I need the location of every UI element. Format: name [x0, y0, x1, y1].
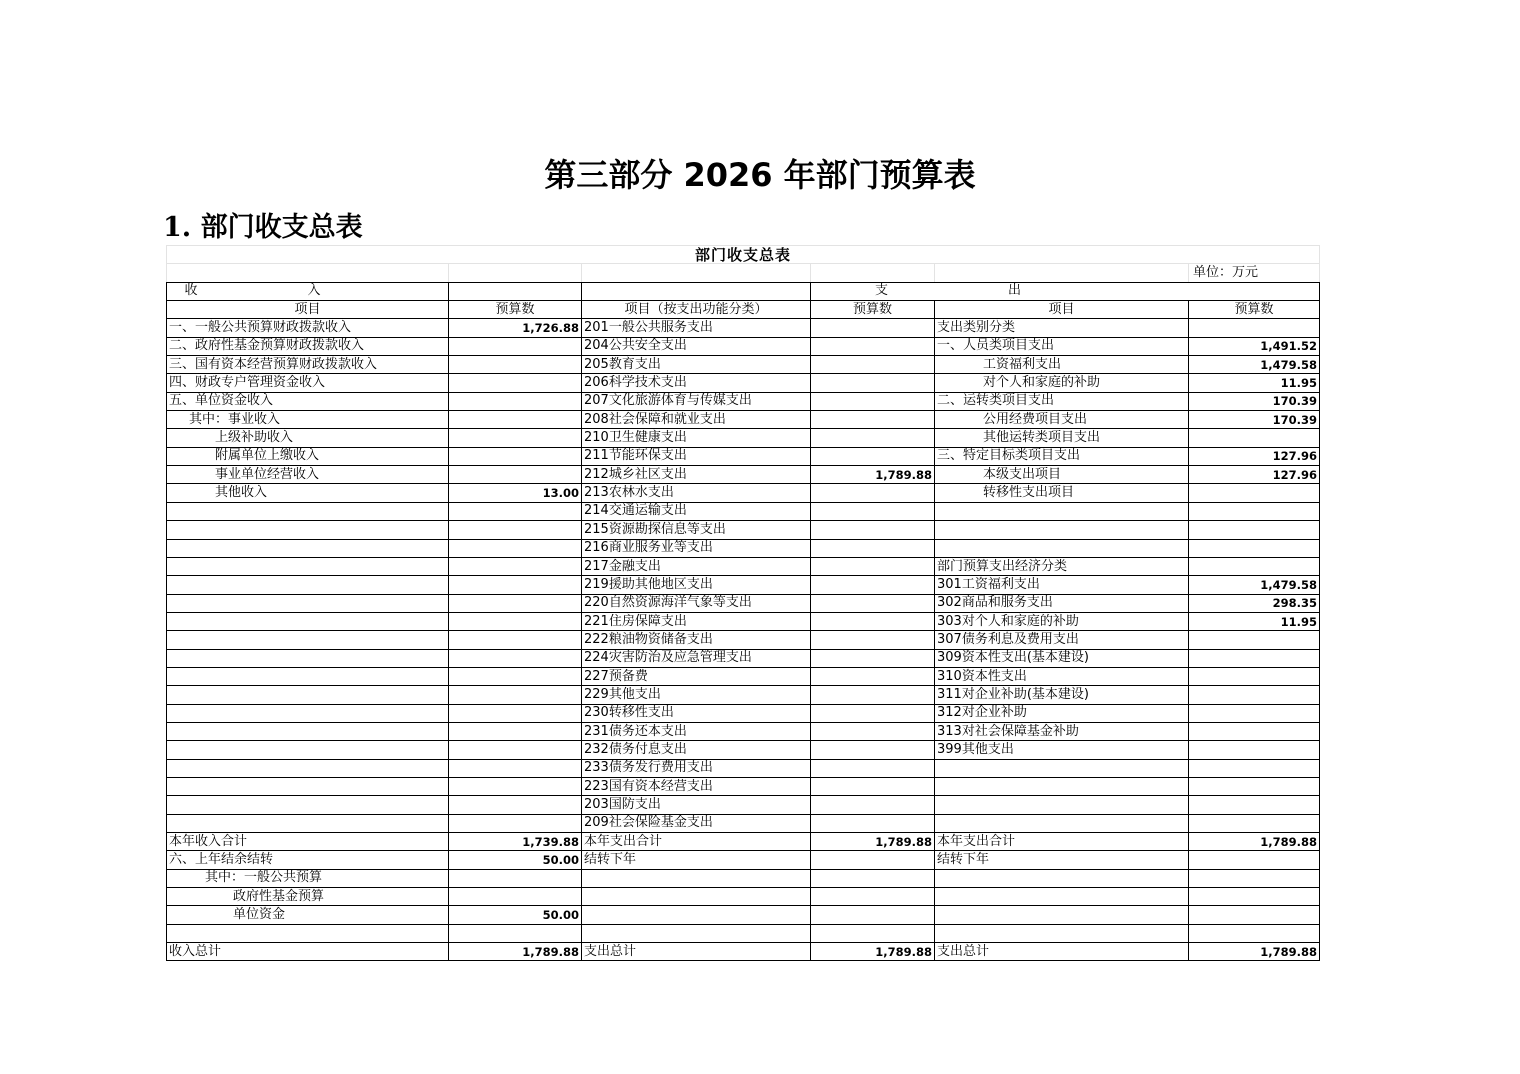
item-cell: [935, 888, 1189, 906]
table-row: [167, 447, 1320, 465]
item-cell: [582, 924, 811, 942]
amount-cell: [1189, 814, 1320, 832]
amount-cell: [449, 466, 582, 484]
item-cell: 211节能环保支出: [582, 447, 811, 465]
item-cell: [167, 649, 449, 667]
amount-cell: [811, 392, 935, 410]
amount-cell: [1189, 888, 1320, 906]
amount-cell: [811, 869, 935, 887]
item-cell: 233债务发行费用支出: [582, 759, 811, 777]
item-cell: [167, 667, 449, 685]
amount-cell: [1189, 539, 1320, 557]
item-cell: 206科学技术支出: [582, 374, 811, 392]
amount-cell: [811, 484, 935, 502]
table-row: [167, 667, 1320, 685]
item-cell: [935, 924, 1189, 942]
amount-cell: [1189, 869, 1320, 887]
item-cell: 结转下年: [582, 851, 811, 869]
amount-cell: 1,479.58: [1189, 576, 1320, 594]
item-cell: [167, 814, 449, 832]
item-cell: 210卫生健康支出: [582, 429, 811, 447]
table-row: [167, 631, 1320, 649]
amount-cell: [1189, 557, 1320, 575]
item-cell: 310资本性支出: [935, 667, 1189, 685]
amount-cell: 170.39: [1189, 411, 1320, 429]
amount-cell: 127.96: [1189, 466, 1320, 484]
amount-cell: [1189, 704, 1320, 722]
item-cell: 三、国有资本经营预算财政拨款收入: [167, 356, 449, 374]
item-cell: 220自然资源海洋气象等支出: [582, 594, 811, 612]
amount-cell: [1189, 667, 1320, 685]
item-cell: 结转下年: [935, 851, 1189, 869]
column-header: 预算数: [1189, 301, 1320, 319]
amount-cell: [811, 319, 935, 337]
amount-cell: [811, 594, 935, 612]
table-row: [167, 374, 1320, 392]
table-row: [167, 869, 1320, 887]
item-cell: [935, 759, 1189, 777]
item-cell: 222粮油物资储备支出: [582, 631, 811, 649]
amount-cell: 11.95: [1189, 612, 1320, 630]
column-header: 项目: [935, 301, 1189, 319]
amount-cell: 50.00: [449, 906, 582, 924]
amount-cell: [811, 741, 935, 759]
item-cell: [167, 612, 449, 630]
item-cell: [167, 722, 449, 740]
amount-cell: [449, 411, 582, 429]
item-cell: [935, 906, 1189, 924]
item-cell: 三、特定目标类项目支出: [935, 447, 1189, 465]
amount-cell: [811, 851, 935, 869]
item-cell: [167, 631, 449, 649]
amount-cell: [449, 337, 582, 355]
amount-cell: [811, 539, 935, 557]
item-cell: 221住房保障支出: [582, 612, 811, 630]
amount-cell: [1189, 429, 1320, 447]
amount-cell: 1,789.88: [811, 833, 935, 851]
table-row: [167, 539, 1320, 557]
budget-summary-table: [166, 245, 1320, 961]
item-cell: [167, 502, 449, 520]
column-header: 项目（按支出功能分类）: [582, 301, 811, 319]
table-row: [167, 649, 1320, 667]
table-row: [167, 557, 1320, 575]
amount-cell: [811, 337, 935, 355]
amount-cell: [449, 796, 582, 814]
item-cell: 附属单位上缴收入: [167, 447, 449, 465]
item-cell: 公用经费项目支出: [935, 411, 1189, 429]
item-cell: [935, 777, 1189, 795]
amount-cell: [811, 814, 935, 832]
item-cell: 313对社会保障基金补助: [935, 722, 1189, 740]
item-cell: 对个人和家庭的补助: [935, 374, 1189, 392]
amount-cell: [449, 924, 582, 942]
item-cell: 本级支出项目: [935, 466, 1189, 484]
column-header: 项目: [167, 301, 449, 319]
amount-cell: 1,739.88: [449, 833, 582, 851]
amount-cell: [1189, 649, 1320, 667]
table-row: [167, 906, 1320, 924]
item-cell: [167, 741, 449, 759]
amount-cell: [811, 502, 935, 520]
table-row: [167, 722, 1320, 740]
item-cell: [935, 869, 1189, 887]
item-cell: [167, 777, 449, 795]
item-cell: 311对企业补助(基本建设): [935, 686, 1189, 704]
amount-cell: [449, 392, 582, 410]
item-cell: 一、一般公共预算财政拨款收入: [167, 319, 449, 337]
amount-cell: [449, 539, 582, 557]
amount-cell: [811, 374, 935, 392]
amount-cell: [811, 777, 935, 795]
amount-cell: [449, 576, 582, 594]
item-cell: 支出总计: [935, 943, 1189, 961]
amount-cell: [449, 374, 582, 392]
item-cell: 307债务利息及费用支出: [935, 631, 1189, 649]
item-cell: 工资福利支出: [935, 356, 1189, 374]
table-row: [167, 796, 1320, 814]
amount-cell: [1189, 796, 1320, 814]
item-cell: [167, 704, 449, 722]
amount-cell: 50.00: [449, 851, 582, 869]
amount-cell: [1189, 319, 1320, 337]
amount-cell: 170.39: [1189, 392, 1320, 410]
column-header: 预算数: [811, 301, 935, 319]
item-cell: 208社会保障和就业支出: [582, 411, 811, 429]
table-row: [167, 466, 1320, 484]
table-row: [167, 777, 1320, 795]
item-cell: 216商业服务业等支出: [582, 539, 811, 557]
item-cell: 其他运转类项目支出: [935, 429, 1189, 447]
item-cell: 231债务还本支出: [582, 722, 811, 740]
item-cell: 支出总计: [582, 943, 811, 961]
amount-cell: [1189, 502, 1320, 520]
item-cell: 232债务付息支出: [582, 741, 811, 759]
income-group-header: 收入: [167, 282, 449, 300]
amount-cell: [449, 631, 582, 649]
item-cell: 事业单位经营收入: [167, 466, 449, 484]
amount-cell: [449, 704, 582, 722]
amount-cell: [1189, 759, 1320, 777]
item-cell: 其中：事业收入: [167, 411, 449, 429]
amount-cell: [449, 594, 582, 612]
amount-cell: [1189, 924, 1320, 942]
table-row: [167, 319, 1320, 337]
amount-cell: [811, 759, 935, 777]
amount-cell: [449, 502, 582, 520]
item-cell: 一、人员类项目支出: [935, 337, 1189, 355]
item-cell: 本年支出合计: [935, 833, 1189, 851]
table-row: [167, 521, 1320, 539]
item-cell: 301工资福利支出: [935, 576, 1189, 594]
item-cell: 本年收入合计: [167, 833, 449, 851]
item-cell: 224灾害防治及应急管理支出: [582, 649, 811, 667]
item-cell: [582, 906, 811, 924]
item-cell: [582, 888, 811, 906]
item-cell: [167, 557, 449, 575]
amount-cell: [811, 576, 935, 594]
amount-cell: [1189, 722, 1320, 740]
table-caption: 部门收支总表: [167, 246, 1320, 264]
item-cell: 309资本性支出(基本建设): [935, 649, 1189, 667]
amount-cell: [449, 888, 582, 906]
table-row: [167, 429, 1320, 447]
item-cell: [935, 796, 1189, 814]
table-row: [167, 392, 1320, 410]
item-cell: 303对个人和家庭的补助: [935, 612, 1189, 630]
table-row: [167, 576, 1320, 594]
item-cell: 399其他支出: [935, 741, 1189, 759]
amount-cell: [811, 686, 935, 704]
table-row: [167, 704, 1320, 722]
item-cell: 上级补助收入: [167, 429, 449, 447]
amount-cell: [811, 411, 935, 429]
amount-cell: [811, 667, 935, 685]
item-cell: [935, 539, 1189, 557]
item-cell: 212城乡社区支出: [582, 466, 811, 484]
amount-cell: [449, 356, 582, 374]
amount-cell: [811, 649, 935, 667]
item-cell: 其中：一般公共预算: [167, 869, 449, 887]
amount-cell: [811, 631, 935, 649]
table-row: [167, 759, 1320, 777]
amount-cell: [449, 557, 582, 575]
item-cell: 227预备费: [582, 667, 811, 685]
item-cell: [167, 594, 449, 612]
item-cell: 政府性基金预算: [167, 888, 449, 906]
amount-cell: 11.95: [1189, 374, 1320, 392]
amount-cell: [811, 557, 935, 575]
amount-cell: [449, 741, 582, 759]
amount-cell: 1,789.88: [449, 943, 582, 961]
table-row: [167, 851, 1320, 869]
amount-cell: [811, 722, 935, 740]
item-cell: [935, 814, 1189, 832]
item-cell: [167, 521, 449, 539]
item-cell: 302商品和服务支出: [935, 594, 1189, 612]
page-title: 第三部分 2026 年部门预算表: [544, 156, 976, 194]
item-cell: 205教育支出: [582, 356, 811, 374]
table-row: [167, 814, 1320, 832]
amount-cell: 1,491.52: [1189, 337, 1320, 355]
amount-cell: [811, 906, 935, 924]
amount-cell: [1189, 521, 1320, 539]
item-cell: 四、财政专户管理资金收入: [167, 374, 449, 392]
item-cell: [167, 759, 449, 777]
item-cell: 201一般公共服务支出: [582, 319, 811, 337]
table-row: [167, 594, 1320, 612]
amount-cell: [811, 888, 935, 906]
item-cell: [167, 539, 449, 557]
item-cell: [167, 796, 449, 814]
amount-cell: 1,479.58: [1189, 356, 1320, 374]
amount-cell: [449, 814, 582, 832]
amount-cell: [811, 356, 935, 374]
item-cell: 209社会保险基金支出: [582, 814, 811, 832]
amount-cell: [1189, 484, 1320, 502]
item-cell: 229其他支出: [582, 686, 811, 704]
amount-cell: [449, 686, 582, 704]
item-cell: 二、政府性基金预算财政拨款收入: [167, 337, 449, 355]
item-cell: 207文化旅游体育与传媒支出: [582, 392, 811, 410]
table-row: [167, 484, 1320, 502]
amount-cell: 1,726.88: [449, 319, 582, 337]
item-cell: 本年支出合计: [582, 833, 811, 851]
item-cell: 收入总计: [167, 943, 449, 961]
amount-cell: 1,789.88: [811, 943, 935, 961]
item-cell: 二、运转类项目支出: [935, 392, 1189, 410]
table-row: [167, 612, 1320, 630]
item-cell: 203国防支出: [582, 796, 811, 814]
amount-cell: 127.96: [1189, 447, 1320, 465]
amount-cell: 1,789.88: [1189, 943, 1320, 961]
expense-group-header: 支出: [811, 282, 1320, 300]
table-row: [167, 502, 1320, 520]
column-header-row: [167, 301, 1320, 319]
amount-cell: [449, 722, 582, 740]
amount-cell: [449, 521, 582, 539]
item-cell: [167, 576, 449, 594]
item-cell: [935, 521, 1189, 539]
amount-cell: [811, 796, 935, 814]
amount-cell: [449, 649, 582, 667]
item-cell: [167, 686, 449, 704]
amount-cell: [1189, 631, 1320, 649]
amount-cell: [811, 521, 935, 539]
table-row: [167, 356, 1320, 374]
amount-cell: [449, 429, 582, 447]
amount-cell: [811, 612, 935, 630]
item-cell: 214交通运输支出: [582, 502, 811, 520]
item-cell: [167, 924, 449, 942]
amount-cell: [449, 759, 582, 777]
item-cell: 六、上年结余结转: [167, 851, 449, 869]
item-cell: 支出类别分类: [935, 319, 1189, 337]
amount-cell: [1189, 741, 1320, 759]
item-cell: [582, 869, 811, 887]
table-row: [167, 337, 1320, 355]
amount-cell: [449, 667, 582, 685]
table-row: [167, 686, 1320, 704]
unit-label: 单位：万元: [1189, 264, 1320, 282]
item-cell: 其他收入: [167, 484, 449, 502]
item-cell: [935, 502, 1189, 520]
amount-cell: [1189, 686, 1320, 704]
table-row: [167, 943, 1320, 961]
item-cell: 217金融支出: [582, 557, 811, 575]
amount-cell: [811, 924, 935, 942]
amount-cell: 298.35: [1189, 594, 1320, 612]
unit-row: [167, 264, 1320, 282]
item-cell: 312对企业补助: [935, 704, 1189, 722]
amount-cell: 1,789.88: [811, 466, 935, 484]
group-header-row: [167, 282, 1320, 300]
amount-cell: [1189, 906, 1320, 924]
amount-cell: [449, 612, 582, 630]
amount-cell: 1,789.88: [1189, 833, 1320, 851]
item-cell: 204公共安全支出: [582, 337, 811, 355]
item-cell: 223国有资本经营支出: [582, 777, 811, 795]
item-cell: 213农林水支出: [582, 484, 811, 502]
column-header: 预算数: [449, 301, 582, 319]
table-row: [167, 888, 1320, 906]
item-cell: 219援助其他地区支出: [582, 576, 811, 594]
amount-cell: [1189, 777, 1320, 795]
table-row: [167, 741, 1320, 759]
table-row: [167, 924, 1320, 942]
table-row: [167, 411, 1320, 429]
amount-cell: [811, 704, 935, 722]
item-cell: 转移性支出项目: [935, 484, 1189, 502]
amount-cell: [1189, 851, 1320, 869]
amount-cell: [449, 869, 582, 887]
amount-cell: [449, 447, 582, 465]
item-cell: 五、单位资金收入: [167, 392, 449, 410]
item-cell: 部门预算支出经济分类: [935, 557, 1189, 575]
item-cell: 215资源勘探信息等支出: [582, 521, 811, 539]
table-row: [167, 833, 1320, 851]
amount-cell: [811, 429, 935, 447]
amount-cell: [449, 777, 582, 795]
table-caption-row: [167, 246, 1320, 264]
section-title: 1. 部门收支总表: [163, 212, 363, 243]
amount-cell: 13.00: [449, 484, 582, 502]
amount-cell: [811, 447, 935, 465]
item-cell: 单位资金: [167, 906, 449, 924]
item-cell: 230转移性支出: [582, 704, 811, 722]
